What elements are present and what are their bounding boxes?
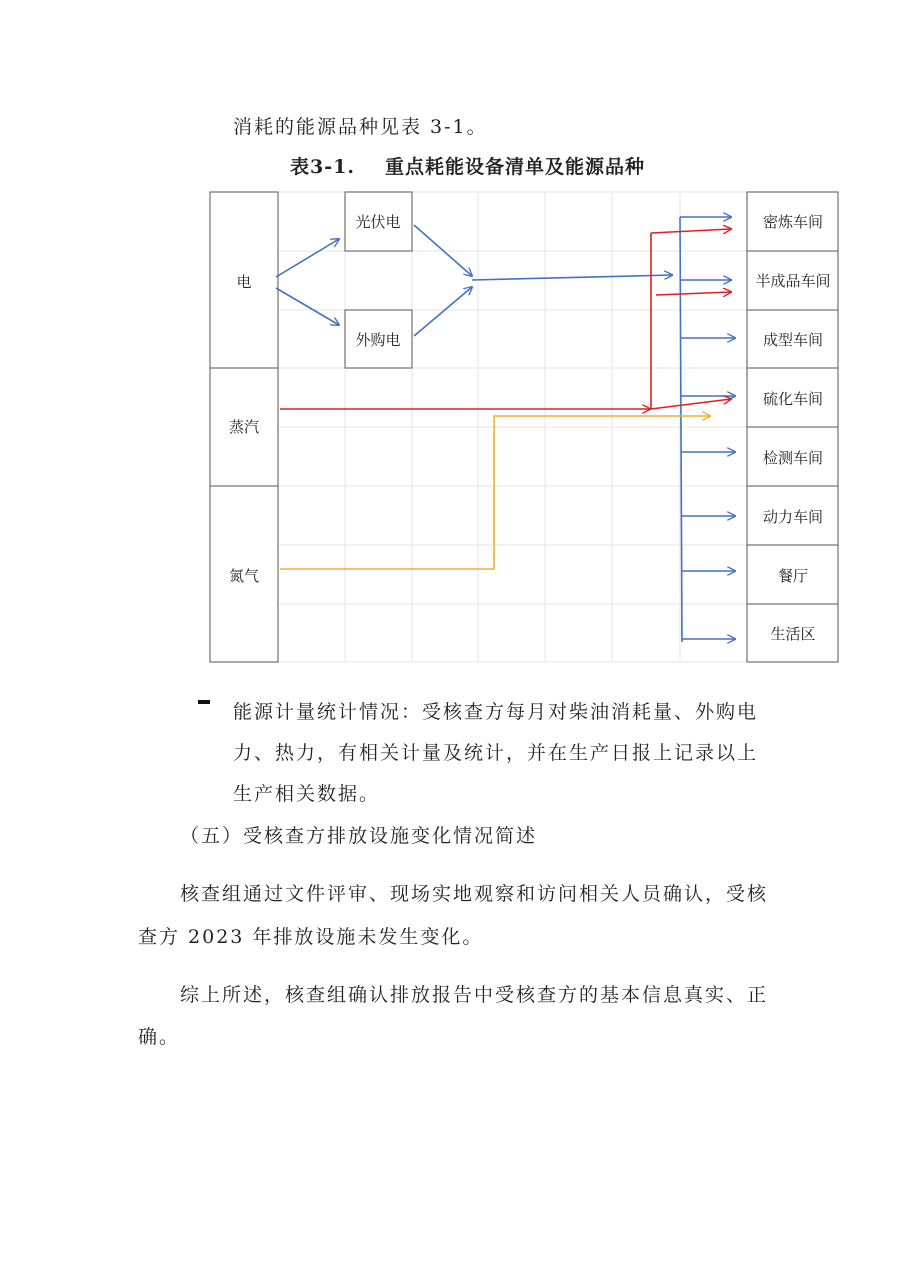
bullet-para-line-2: 力、热力，有相关计量及统计，并在生产日报上记录以上 [233, 742, 759, 764]
bullet-para-line-3: 生产相关数据。 [233, 783, 381, 805]
table-caption-title: 重点耗能设备清单及能源品种 [384, 156, 645, 178]
source-steam: 蒸汽 [228, 418, 260, 436]
dest-semi-finished-workshop: 半成品车间 [755, 272, 831, 290]
section-heading: （五）受核查方排放设施变化情况简述 [180, 825, 538, 847]
bullet-para-line-1: 能源计量统计情况：受核查方每月对柴油消耗量、外购电 [233, 701, 759, 723]
table-caption-number: 表3-1. [290, 156, 355, 178]
destination-column [747, 192, 838, 662]
para2-line-1: 综上所述，核查组确认排放报告中受核查方的基本信息真实、正 [180, 984, 769, 1006]
source-nitrogen: 氮气 [228, 567, 260, 585]
dest-forming-workshop: 成型车间 [762, 331, 824, 349]
dest-power-workshop: 动力车间 [762, 508, 824, 526]
para1-line-1: 核查组通过文件评审、现场实地观察和访问相关人员确认，受核 [180, 883, 769, 905]
source-electricity: 电 [236, 273, 252, 291]
bullet-marker [198, 700, 210, 704]
pv-power-label: 光伏电 [355, 213, 401, 231]
dest-canteen: 餐厅 [777, 567, 809, 585]
purchased-power-label: 外购电 [355, 331, 401, 349]
dest-living-area: 生活区 [770, 625, 816, 643]
para1-line-2: 查方 2023 年排放设施未发生变化。 [138, 926, 484, 948]
dest-vulcanizing-workshop: 硫化车间 [762, 390, 824, 408]
dest-inspection-workshop: 检测车间 [762, 449, 824, 467]
diagram-grid [210, 192, 838, 662]
dest-mixing-workshop: 密炼车间 [762, 213, 824, 231]
intro-line: 消耗的能源品种见表 3-1。 [233, 116, 488, 138]
para2-line-2: 确。 [138, 1026, 181, 1048]
